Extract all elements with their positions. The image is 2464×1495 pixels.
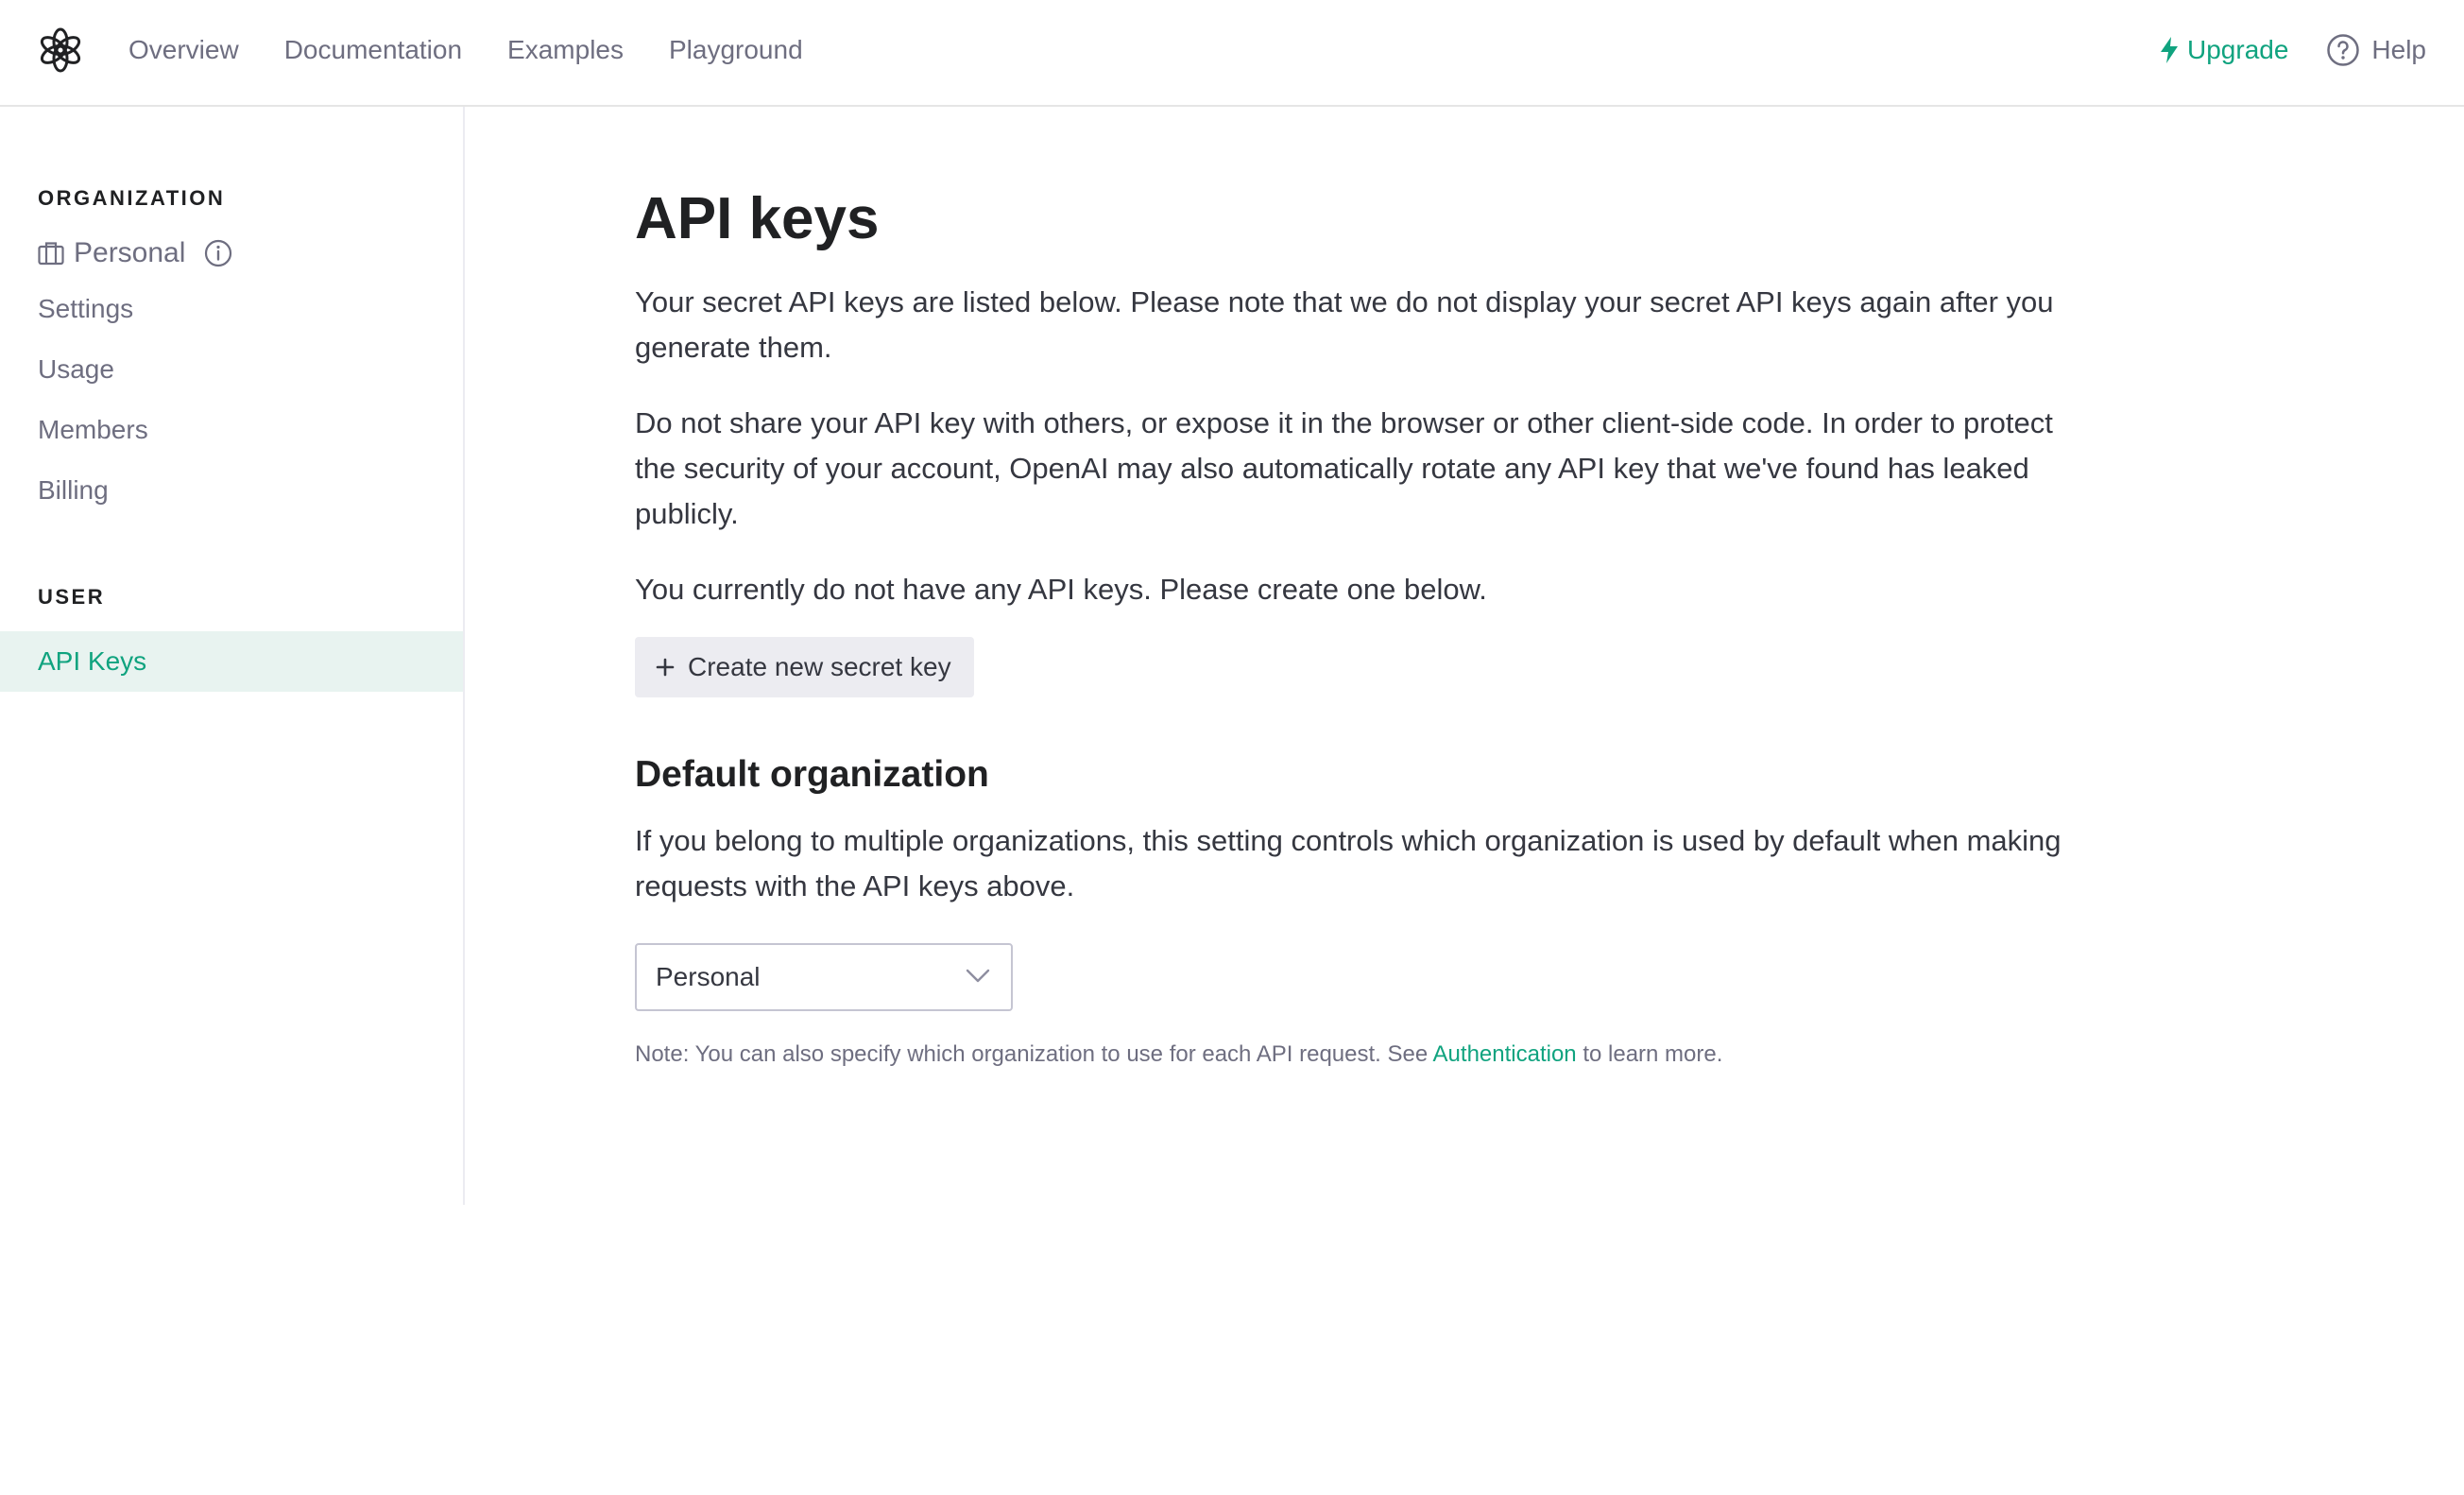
header-actions xyxy=(2159,0,2426,100)
default-organization-select[interactable] xyxy=(635,943,1013,1011)
create-secret-key-button[interactable] xyxy=(635,637,974,697)
organization-section-label: ORGANIZATION xyxy=(38,186,226,210)
security-paragraph: Do not share your API key with others, or expose it in the browser or other client-side code. In order to protect the security of your account, OpenAI may also automatically rotate any API key that we've found has leaked publicly. xyxy=(635,406,2053,530)
lightning-bolt-icon xyxy=(2159,36,2180,64)
sidebar-item-billing[interactable]: Billing xyxy=(38,475,109,505)
default-organization-title: Default organization xyxy=(635,754,989,795)
question-circle-icon xyxy=(2326,33,2360,67)
sidebar xyxy=(0,107,465,1205)
plus-icon xyxy=(656,658,675,677)
intro-paragraph: Your secret API keys are listed below. Please note that we do not display your secret API keys again after you generate them. xyxy=(635,285,2054,364)
briefcase-icon xyxy=(38,241,64,266)
sidebar-item-members[interactable]: Members xyxy=(38,415,148,444)
nav-playground[interactable]: Playground xyxy=(668,35,803,64)
user-section-label: USER xyxy=(38,585,106,609)
organization-name: Personal xyxy=(74,237,186,268)
upgrade-link[interactable] xyxy=(2159,35,2288,65)
top-header xyxy=(0,0,2464,107)
sidebar-item-api-keys[interactable]: API Keys xyxy=(0,631,463,692)
note-suffix: to learn more. xyxy=(1576,1041,1723,1067)
select-value: Personal xyxy=(656,962,761,991)
sidebar-item-usage[interactable]: Usage xyxy=(38,354,114,384)
nav-overview[interactable]: Overview xyxy=(128,35,239,64)
no-keys-paragraph: You currently do not have any API keys. Please create one below. xyxy=(635,573,1487,606)
authentication-note xyxy=(635,1041,2071,1068)
sidebar-item-settings[interactable]: Settings xyxy=(38,294,134,323)
chevron-down-icon xyxy=(966,968,990,985)
help-label: Help xyxy=(2371,35,2426,64)
help-link[interactable] xyxy=(2326,33,2426,67)
organization-selector xyxy=(38,234,232,272)
nav-documentation[interactable]: Documentation xyxy=(283,35,463,64)
create-secret-key-label: Create new secret key xyxy=(688,652,951,681)
main-content xyxy=(635,180,2071,1068)
note-prefix: Note: You can also specify which organization to use for each API request. See xyxy=(635,1041,1433,1067)
nav-examples[interactable]: Examples xyxy=(507,35,624,64)
upgrade-label: Upgrade xyxy=(2187,35,2289,64)
page-title: API keys xyxy=(635,186,880,251)
authentication-link[interactable]: Authentication xyxy=(1432,1041,1577,1067)
openai-logo-icon[interactable] xyxy=(36,26,85,75)
info-icon[interactable] xyxy=(204,239,232,267)
default-organization-description: If you belong to multiple organizations, this setting controls which organization is used by default when making requests with the API keys above. xyxy=(635,824,2062,902)
main-nav xyxy=(128,0,848,100)
